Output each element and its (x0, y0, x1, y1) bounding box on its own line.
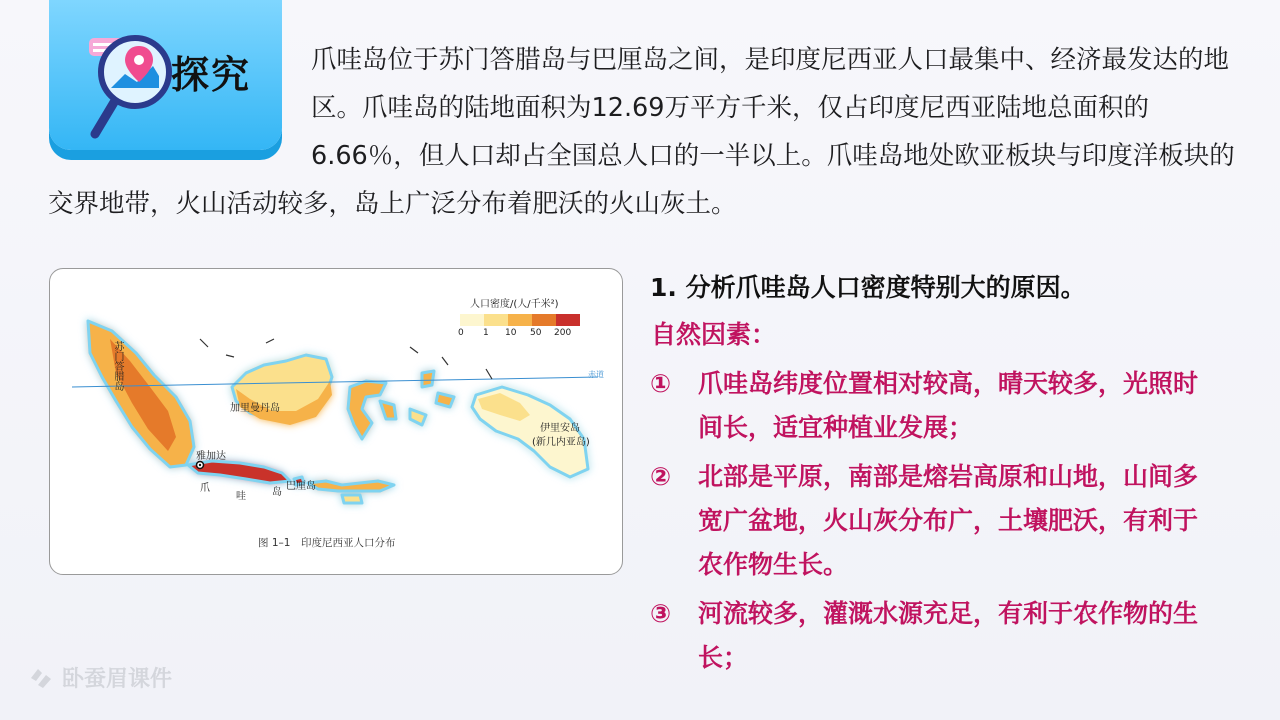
legend-tick: 1 (483, 328, 489, 338)
list-item (650, 592, 1250, 680)
legend-swatch-3 (508, 314, 532, 326)
legend-tick: 0 (458, 328, 464, 338)
legend-swatch-1 (460, 314, 484, 326)
intro-paragraph (48, 36, 1243, 228)
list-item (650, 362, 1250, 450)
intro-text: 爪哇岛位于苏门答腊岛与巴厘岛之间，是印度尼西亚人口最集中、经济最发达的地区。爪哇岛的陆地面积为12.69万平方千米，仅占印度尼西亚陆地总面积的6.66％，但人口却占全国总人口的一半以上。爪哇岛地处欧亚板块与印度洋板块的交界地带，火山活动较多，岛上广泛分布着肥沃的火山灰土。 (48, 45, 1235, 219)
watermark-text: 卧蚕眉课件 (62, 667, 173, 692)
question-title: 1. 分析爪哇岛人口密度特别大的原因。 (650, 273, 1086, 302)
label-java-1: 爪 (200, 483, 210, 494)
label-java-3: 岛 (272, 487, 282, 498)
sulawesi-shape (348, 381, 386, 439)
legend-colors (460, 314, 580, 326)
label-jakarta: 雅加达 (196, 451, 226, 462)
label-java-2: 哇 (236, 491, 246, 502)
label-kalimantan: 加里曼丹岛 (230, 403, 280, 414)
factor-text: 河流较多，灌溉水源充足，有利于农作物的生长； (698, 599, 1199, 672)
label-bali: 巴厘岛 (286, 481, 316, 492)
legend-tick: 50 (530, 328, 542, 338)
label-papua-note: (新几内亚岛) (532, 437, 590, 448)
population-density-map (49, 268, 623, 575)
list-item (650, 455, 1250, 587)
label-papua: 伊里安岛 (540, 423, 580, 434)
label-equator: 赤道 (588, 370, 604, 379)
factor-number: ③ (650, 599, 672, 628)
legend-swatch-4 (532, 314, 556, 326)
label-sumatra: 苏门答腊岛 (112, 341, 123, 391)
factor-number: ① (650, 369, 672, 398)
legend-tick: 10 (505, 328, 517, 338)
legend-swatch-2 (484, 314, 508, 326)
legend-swatch-5 (556, 314, 580, 326)
factor-text: 爪哇岛纬度位置相对较高，晴天较多，光照时间长，适宜种植业发展； (698, 369, 1199, 442)
watermark (28, 662, 172, 693)
factor-text: 北部是平原，南部是熔岩高原和山地，山间多宽广盆地，火山灰分布广，土壤肥沃，有利于农作物生长。 (698, 462, 1199, 579)
legend-tick: 200 (554, 328, 572, 338)
tag-label: 探究 (171, 53, 252, 97)
legend-title: 人口密度/(人/千米²) (470, 299, 559, 310)
natural-factors-heading: 自然因素： (651, 320, 777, 349)
factor-list (650, 362, 1250, 685)
factor-number: ② (650, 462, 672, 491)
map-caption: 图 1–1 印度尼西亚人口分布 (258, 537, 396, 549)
watermark-logo-icon (28, 665, 54, 691)
